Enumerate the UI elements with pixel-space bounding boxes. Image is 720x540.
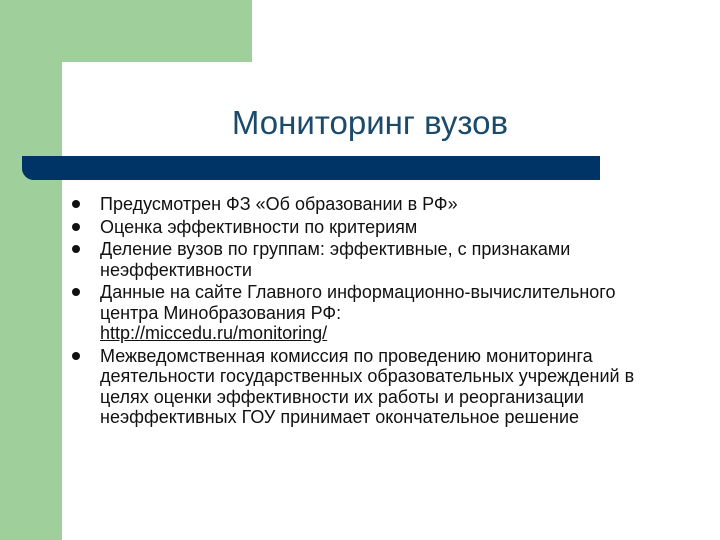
bullet-text: Данные на сайте Главного информационно-вычислительного центра Минобразования РФ: xyxy=(100,282,616,323)
bullet-dot-icon xyxy=(72,288,80,296)
bullet-text: Деление вузов по группам: эффективные, с признаками неэффективности xyxy=(100,239,571,280)
bullet-list xyxy=(68,194,668,430)
list-item xyxy=(68,194,668,215)
title-underline-bar xyxy=(22,156,600,180)
bullet-text: Оценка эффективности по критериям xyxy=(100,216,418,237)
bullet-dot-icon xyxy=(72,200,80,208)
decorative-rounded-corner xyxy=(62,62,126,126)
decorative-green-band-left xyxy=(0,0,62,540)
bullet-text: Предусмотрен ФЗ «Об образовании в РФ» xyxy=(100,194,458,214)
bullet-dot-icon xyxy=(72,352,80,360)
bullet-dot-icon xyxy=(72,223,80,231)
list-item xyxy=(68,346,668,428)
list-item xyxy=(68,282,668,344)
bullet-dot-icon xyxy=(72,245,80,253)
slide-title: Мониторинг вузов xyxy=(231,104,509,141)
list-item xyxy=(68,217,668,238)
bullet-text: Межведомственная комиссия по проведению мониторинга деятельности государственных образовательных учреждений в целях оценки эффективности их работы и реорганизации неэффективных ГОУ принимает окончательное решение xyxy=(100,345,635,427)
list-item xyxy=(68,239,668,280)
monitoring-link[interactable]: http://miccedu.ru/monitoring/ xyxy=(100,323,328,343)
